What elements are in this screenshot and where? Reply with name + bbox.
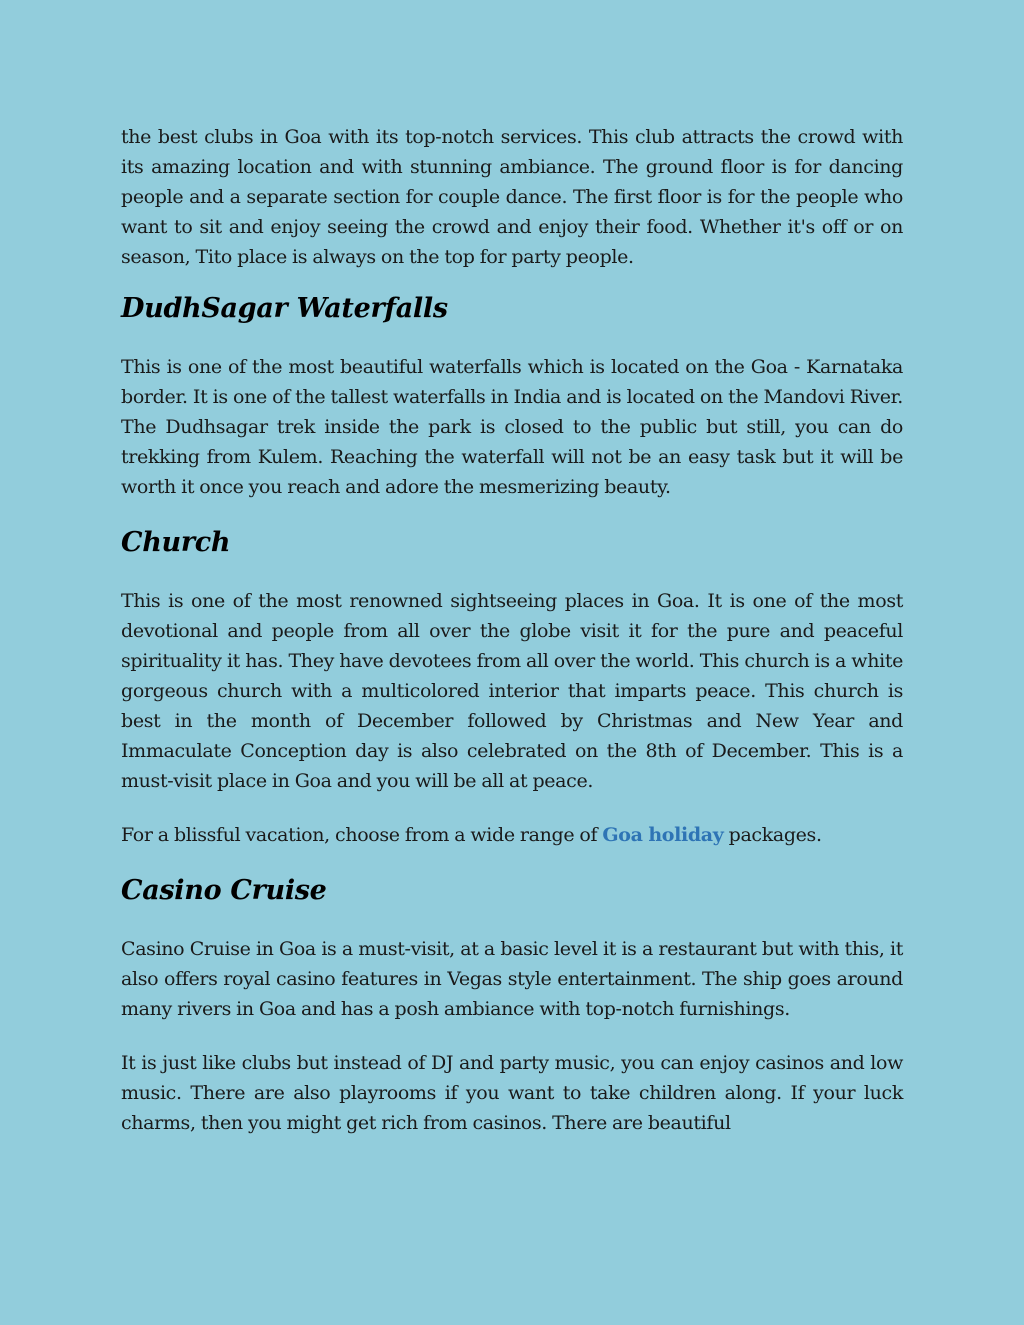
heading-casino-cruise: Casino Cruise bbox=[121, 875, 327, 906]
goa-holiday-link[interactable]: Goa holiday bbox=[602, 824, 724, 846]
intro-paragraph: the best clubs in Goa with its top-notch services. This club attracts the crowd with its amazing location and with stunning ambiance. The ground floor is for dancing people and a separate section for couple dance. The first floor is for the people who want to sit and enjoy seeing the crowd and enjoy their food. Whether it's off or on season, Tito place is always on the top for party people. bbox=[121, 126, 903, 268]
promo-paragraph bbox=[121, 820, 903, 850]
casino-paragraph-2: It is just like clubs but instead of DJ and party music, you can enjoy casinos and low music. There are also playrooms if you want to take children along. If your luck charms, then you might get rich from casinos. There are beautiful bbox=[121, 1052, 903, 1134]
promo-text-after: packages. bbox=[723, 824, 822, 846]
heading-church: Church bbox=[121, 527, 231, 558]
promo-text-before: For a blissful vacation, choose from a wide range of bbox=[121, 824, 603, 846]
casino-paragraph-1: Casino Cruise in Goa is a must-visit, at a basic level it is a restaurant but with this, it also offers royal casino features in Vegas style entertainment. The ship goes around many rivers in Goa and has a posh ambiance with top-notch furnishings. bbox=[121, 938, 903, 1020]
article-body bbox=[121, 122, 903, 1162]
dudhsagar-paragraph: This is one of the most beautiful waterfalls which is located on the Goa - Karnataka border. It is one of the tallest waterfalls in India and is located on the Mandovi River. The Dudhsagar trek inside the park is closed to the public but still, you can do trekking from Kulem. Reaching the waterfall will not be an easy task but it will be worth it once you reach and adore the mesmerizing beauty. bbox=[121, 356, 903, 498]
church-paragraph: This is one of the most renowned sightseeing places in Goa. It is one of the most devotional and people from all over the globe visit it for the pure and peaceful spirituality it has. They have devotees from all over the world. This church is a white gorgeous church with a multicolored interior that imparts peace. This church is best in the month of December followed by Christmas and New Year and Immaculate Conception day is also celebrated on the 8th of December. This is a must-visit place in Goa and you will be all at peace. bbox=[121, 590, 903, 792]
heading-dudhsagar-waterfalls: DudhSagar Waterfalls bbox=[121, 293, 448, 324]
